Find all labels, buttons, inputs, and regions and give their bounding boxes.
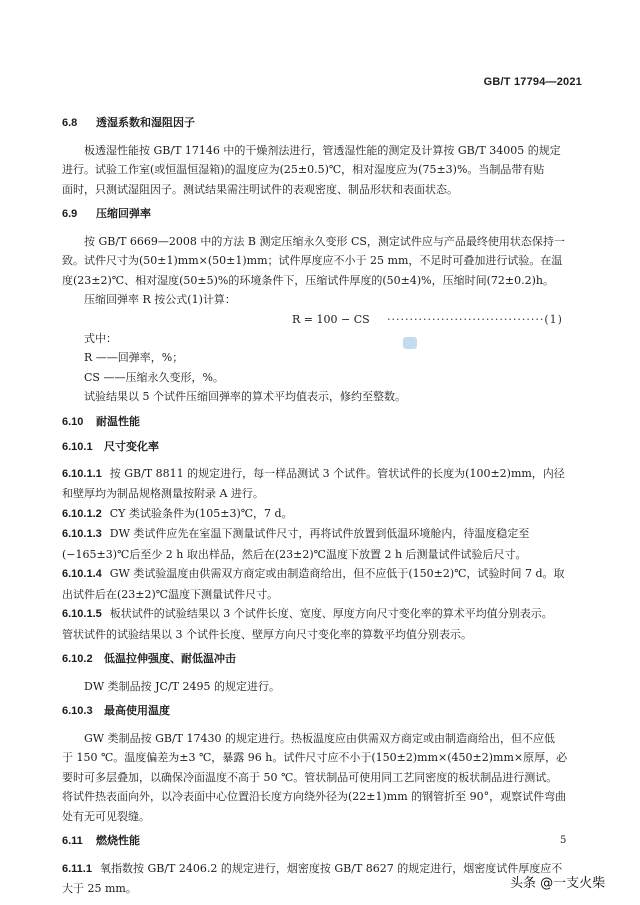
section-number: 6.9 [62, 208, 78, 220]
paragraph-line: 度(23±2)℃、相对湿度(50±5)%的环境条件下，压缩试件厚度的(50±4)%，压缩时间(72±0.2)h。 [62, 273, 554, 287]
section-title: 燃烧性能 [96, 835, 140, 847]
paragraph-line: 处有无可见裂缝。 [62, 809, 150, 823]
clause-6-10-1-2 [62, 504, 580, 525]
paragraph-line: 面时，只测试湿阻因子。测试结果需注明试件的表观密度、制品形状和表面状态。 [62, 182, 458, 196]
clause-text: 氧指数按 GB/T 2406.2 的规定进行，烟密度按 GB/T 8627 的规定进行，烟密度试件厚度应不 [99, 861, 563, 875]
page-number: 5 [560, 835, 567, 846]
clause-number: 6.10.1.5 [62, 608, 102, 620]
section-title: 耐温性能 [96, 415, 140, 428]
clause-continuation: 大于 25 mm。 [62, 882, 137, 895]
formula-expression: R = 100 − CS [292, 312, 370, 326]
subsection-heading-6-10-3 [62, 702, 580, 722]
section-heading-6-8 [62, 114, 580, 134]
paragraph-line: 按 GB/T 6669—2008 中的方法 B 测定压缩永久变形 CS，测定试件应与产品最终使用状态保持一 [84, 234, 565, 248]
paragraph-line: GW 类制品按 GB/T 17430 的规定进行。热板温度应由供需双方商定或由制造商给出，但不应低 [84, 731, 555, 745]
clause-text: 按 GB/T 8811 的规定进行，每一样品测试 3 个试件。管状试件的长度为(100±2)mm，内径 [109, 466, 565, 480]
clause-continuation: 管状试件的试验结果以 3 个试件长度、壁厚方向尺寸变化率的算数平均值分别表示。 [62, 627, 472, 641]
section-number: 6.10.3 [62, 705, 93, 717]
section-heading-6-11 [62, 832, 580, 852]
section-heading-6-10 [62, 413, 580, 433]
clause-6-10-1-4 [62, 564, 580, 585]
clause-text: GW 类试验温度由供需双方商定或由制造商给出，但不应低于(150±2)℃，试验时间 7 d。取 [109, 567, 565, 580]
paragraph-line: 压缩回弹率 R 按公式(1)计算： [84, 293, 236, 306]
clause-number: 6.10.1.1 [62, 467, 102, 480]
clause-text: CY 类试验条件为(105±3)℃，7 d。 [109, 506, 293, 520]
source-watermark: 头条 @一支火柴 [510, 876, 606, 891]
section-number: 6.11 [62, 835, 83, 847]
clause-number: 6.10.1.2 [62, 507, 102, 520]
formula-number: ···································(1) [387, 312, 563, 326]
section-title: 压缩回弹率 [96, 208, 151, 220]
section-number: 6.8 [62, 117, 78, 129]
paragraph-line: 于 150 ℃。温度偏差为±3 ℃，暴露 96 h。试件尺寸应不小于(150±2)mm×(450±2)mm×原厚，必 [62, 751, 568, 764]
clause-number: 6.11.1 [62, 862, 92, 875]
legend-item: R ——回弹率，%； [84, 351, 184, 364]
paragraph-line: 板透湿性能按 GB/T 17146 中的干燥剂法进行，管透湿性能的测定及计算按 GB/T 34005 的规定 [84, 143, 561, 157]
clause-6-10-1-1 [62, 464, 580, 485]
clause-number: 6.10.1.3 [62, 528, 102, 540]
paragraph-line: 要时可多层叠加，以确保冷面温度不高于 50 ℃。管状制品可使用同工艺同密度的板状制品进行测试。 [62, 770, 558, 784]
paragraph-line: DW 类制品按 JC/T 2495 的规定进行。 [84, 679, 280, 693]
section-title: 最高使用温度 [104, 705, 170, 717]
clause-text: DW 类试件应先在室温下测量试件尺寸，再将试件放置到低温环境舱内，待温度稳定至 [109, 527, 530, 540]
watermark-stamp-icon [403, 337, 417, 349]
paragraph-line: 将试件热表面向外，以冷表面中心位置沿长度方向绕外径为(22±1)mm 的钢管折至 90°，观察试件弯曲 [62, 790, 567, 803]
clause-6-11-1 [62, 859, 580, 880]
section-number: 6.10 [62, 415, 84, 428]
formula-legend [62, 329, 580, 388]
section-title: 尺寸变化率 [104, 441, 159, 453]
section-title: 低温拉伸强度、耐低温冲击 [104, 653, 236, 665]
section-number: 6.10.2 [62, 653, 93, 665]
subsection-heading-6-10-1 [62, 438, 580, 458]
standard-number: GB/T 17794—2021 [483, 76, 582, 88]
clause-continuation: (−165±3)℃后至少 2 h 取出样品，然后在(23±2)℃温度下放置 2 h 后测量试件试验后尺寸。 [62, 547, 527, 561]
paragraph-line: 进行。试验工作室(或恒温恒湿箱)的温度应为(25±0.5)℃，相对湿度应为(75±3)%。当制品带有贴 [62, 163, 545, 176]
paragraph-line: 试验结果以 5 个试件压缩回弹率的算术平均值表示，修约至整数。 [84, 390, 406, 403]
document-body [62, 114, 580, 899]
subsection-heading-6-10-2 [62, 650, 580, 670]
legend-item: CS ——压缩永久变形，%。 [84, 370, 224, 384]
formula-1 [62, 310, 580, 329]
clause-text: 板状试件的试验结果以 3 个试件长度、宽度、厚度方向尺寸变化率的算术平均值分别表示。 [109, 607, 553, 620]
clause-continuation: 出试件后在(23±2)℃温度下测量试件尺寸。 [62, 587, 279, 601]
section-title: 透湿系数和湿阻因子 [96, 117, 195, 129]
clause-number: 6.10.1.4 [62, 568, 102, 580]
section-heading-6-9 [62, 205, 580, 225]
clause-6-10-1-3 [62, 524, 580, 545]
section-number: 6.10.1 [62, 441, 93, 453]
paragraph-line: 致。试件尺寸为(50±1)mm×(50±1)mm；试件厚度应不小于 25 mm，不足时可叠加进行试验。在温 [62, 254, 563, 267]
legend-intro: 式中： [84, 331, 117, 345]
clause-continuation: 和壁厚均为制品规格测量按附录 A 进行。 [62, 487, 264, 500]
clause-6-10-1-5 [62, 604, 580, 625]
